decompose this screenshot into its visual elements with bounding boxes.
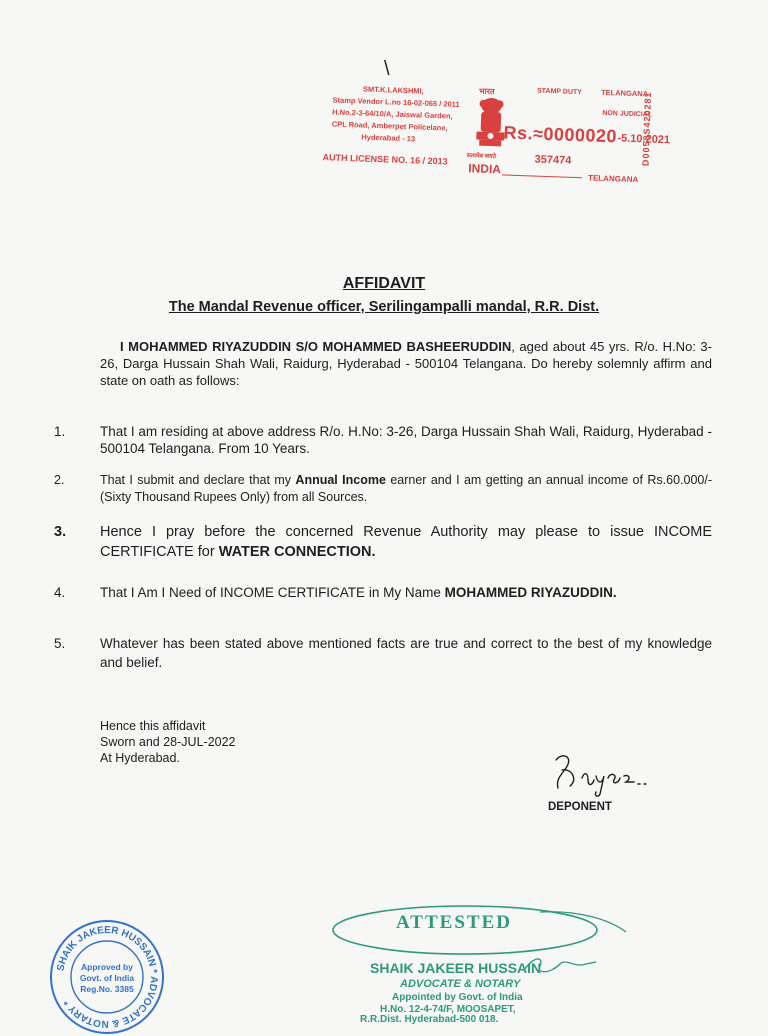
clause-bold-text: WATER CONNECTION. [218,544,376,560]
clause-text: Whatever has been stated above mentioned facts are true and correct to the best of my knowledge and belief. [100,636,712,670]
document-title: AFFIDAVIT [342,275,426,292]
stamp-vertical-code: D0058S420281 [640,91,654,167]
round-seal-inner [72,962,142,995]
closing-line: At Hyderabad. [100,751,180,765]
stamp-state-bottom: TELANGANA [587,173,639,185]
stamp-duty-label: STAMP DUTY [536,87,583,97]
deponent-name: I MOHAMMED RIYAZUDDIN S/O MOHAMMED BASHEERUDDIN [120,339,512,354]
clause-text: That I am residing at above address R/o. H.No: 3-26, Darga Hussain Shah Wali, Raidurg, Hyderabad - 500104 Telangana. From 10 Years. [100,424,712,456]
stamp-vendor-line: H.No.2-3-64/10/A, Jaiswal Garden, [332,107,453,121]
round-seal-line: Approved by [81,962,133,972]
clause-text [100,472,712,506]
closing-block [100,718,236,766]
clause-text-part: That I submit and declare that my [100,473,296,487]
closing-line: Sworn and 28-JUL-2022 [100,735,236,749]
notary-round-seal [48,918,166,1036]
stamp-state-top: TELANGANA [600,87,649,99]
clause-bold-text: MOHAMMED RIYAZUDDIN. [444,585,617,600]
clause-number: 4. [54,585,66,600]
stamp-vendor-line: CPL Road, Amberpet Policelane, [331,119,448,133]
tick-mark-icon: \ [384,58,390,80]
stamp-amount: Rs.≈0000020 [503,122,618,147]
notary-appointment: Appointed by Govt. of India [392,992,523,1003]
attested-word: ATTESTED [396,912,512,933]
stamp-vendor-line: Hyderabad - 13 [361,132,416,144]
clause-number: 3. [54,524,67,540]
deponent-signature [548,750,698,800]
stamp-date: -5.10.2021 [617,132,671,147]
notary-address: H.No. 12-4-74/F, MOOSAPET, [380,1004,516,1015]
stamp-vendor-details [331,82,483,147]
stamp-vendor-line: Stamp Vendor L.no 16-02-065 / 2011 [332,95,460,109]
clause-text-part: That I Am I Need of INCOME CERTIFICATE in My Name [100,585,445,600]
notary-name: SHAIK JAKEER HUSSAIN [370,960,542,976]
stamp-paper-franking [315,60,671,202]
stamp-serial: 357474 [534,153,572,167]
clause-text [100,584,712,602]
stamp-vendor-name: SMT.K.LAKSHMI, [362,84,424,96]
round-seal-ring-text: SHAIK JAKEER HUSSAIN * ADVOCATE & NOTARY * [55,924,160,1030]
clause-number: 1. [54,424,66,439]
closing-line: Hence this affidavit [100,719,206,733]
notary-role: ADVOCATE & NOTARY [400,978,521,990]
stamp-emblem-caption: सत्यमेव जयते [466,153,497,161]
deponent-label: DEPONENT [548,801,612,813]
intro-rest: , aged about 45 yrs. R/o. H.No: 3-26, Darga Hussain Shah Wali, Raidurg, Hyderabad - 500104 Telangana. Do hereby solemnly affirm and state on oath as follows: [100,339,712,388]
intro-paragraph [100,338,712,389]
clause-text [100,522,712,562]
round-seal-line: Reg.No. 3385 [80,984,134,994]
round-seal-line: Govt. of India [79,973,135,983]
clause-number: 5. [54,636,66,651]
notary-district: R.R.Dist. Hyderabad-500 018. [360,1014,499,1025]
document-subtitle: The Mandal Revenue officer, Serilingampalli mandal, R.R. Dist. [168,299,600,315]
clause-number: 2. [54,473,65,487]
stamp-category: NON JUDICIAL [602,109,653,119]
clause-bold-text: Annual Income [295,473,386,487]
stamp-license: AUTH LICENSE NO. 16 / 2013 [322,152,448,167]
attested-seal [330,898,630,1024]
clause-text-part: earner and I am getting an annual income of Rs.60.000/- (Sixty Thousand Rupees Only) from all Sources. [100,473,712,504]
clause-text-part: Hence I pray before the concerned Revenue Authority may please to issue INCOME CERTIFICATE for [100,524,712,560]
notary-signature [520,952,600,978]
stamp-country: INDIA [468,161,502,177]
stamp-rule [502,174,582,178]
stamp-emblem-top-text: भारत [478,86,495,97]
